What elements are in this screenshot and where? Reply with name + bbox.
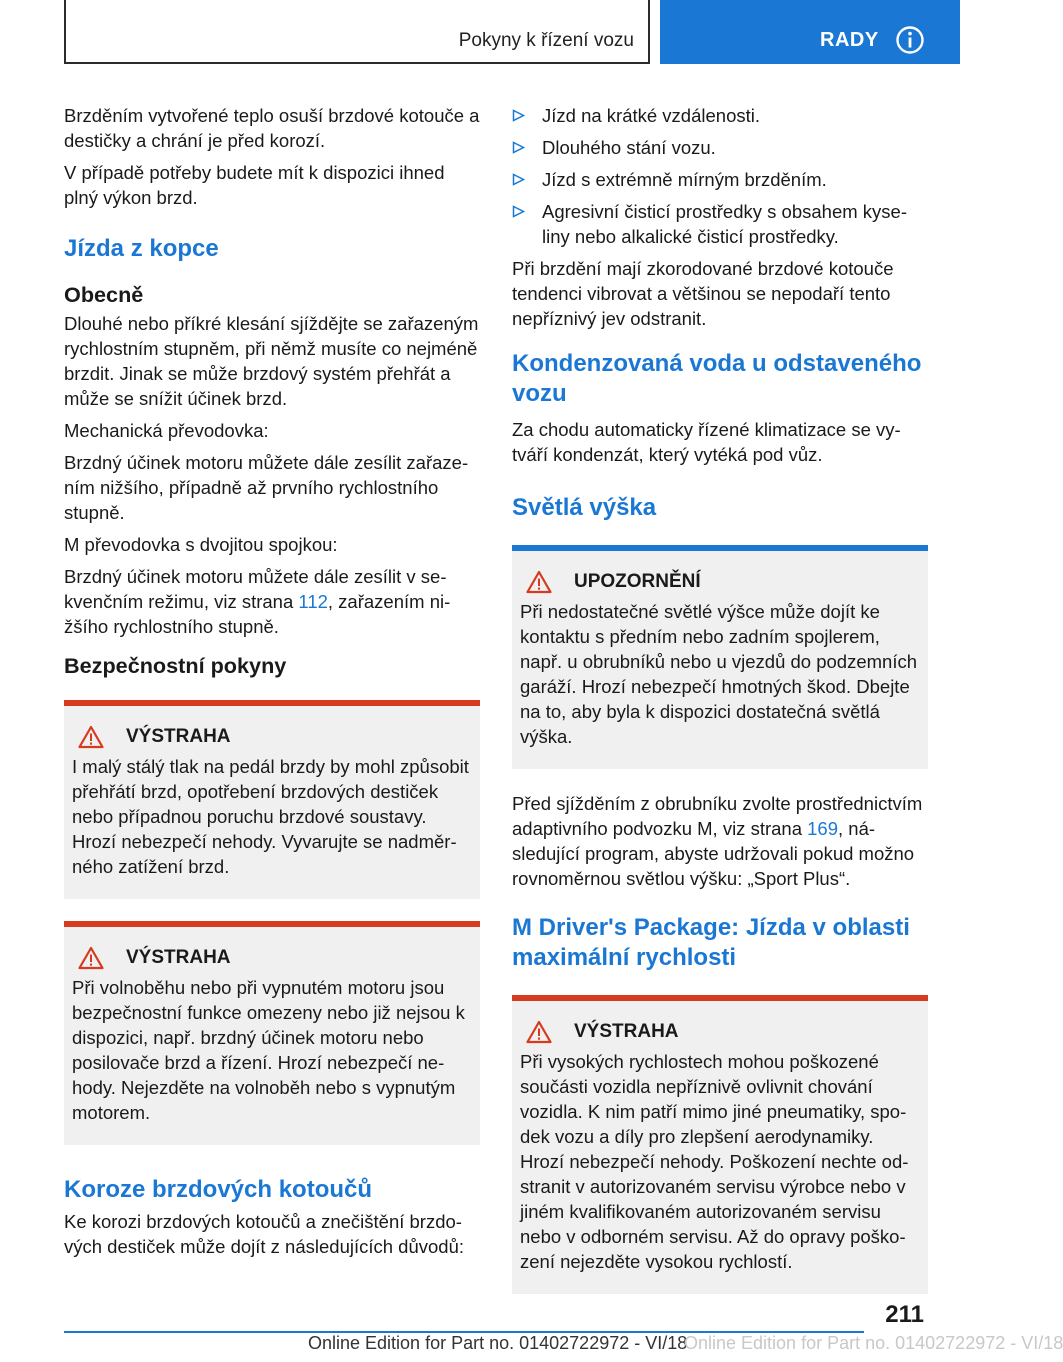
subheading-safety: Bezpečnostní pokyny [64,653,287,678]
warning-triangle-icon [78,725,104,749]
paragraph: Brzdný účinek motoru můžete dále zesílit zařazením nižšího, případně až prvního rychlostního stupně. [64,452,469,523]
paragraph: Při brzdění mají zkorodované brzdové kotouče tendenci vibrovat a většinou se nepodaří tento nepříznivý jev odstranit. [512,258,894,329]
text-run: Před sjížděním z obrubníku zvolte prostřednictvím adaptivního podvozku M, viz strana [512,793,923,839]
text-run: , následující program, abyste udržovali pokud možno rovnoměrnou světlou výšku: „Sport Plus“. [512,818,915,889]
warning-title: VÝSTRAHA [574,1021,679,1042]
list-item [512,103,928,128]
triangle-bullet-icon [512,205,525,218]
warning-header [72,945,472,970]
heading-downhill: Jízda z kopce [64,235,219,262]
warning-box [64,700,480,899]
list-item [512,199,928,249]
triangle-bullet-icon [512,141,525,154]
warning-box [512,995,928,1294]
list-item-text: Agresivní čisticí prostředky s obsahem kyseliny nebo alkalické čisticí prostředky. [542,201,907,247]
page-link-112[interactable]: 112 [298,591,328,612]
warning-header [520,1019,920,1044]
text-run: , zařazením nižšího rychlostního stupně. [64,591,451,637]
warning-text: Při volnoběhu nebo při vypnutém motoru jsou bezpečnostní funkce omezeny nebo již nejsou k dispozici, např. brzdný účinek motoru nebo posilovače brzd a řízení. Hrozí nebezpečí nehody. Nejezděte na volnoběh nebo s vypnutým motorem. [72,977,465,1123]
footer-watermark: Online Edition for Part no. 01402722972 - VI/18 [684,1333,1063,1353]
heading-m-drivers-package: M Driver's Package: Jízda v oblasti maximální rychlosti [512,914,910,971]
list-item-text: Dlouhého stání vozu. [542,137,716,158]
list-item-text: Jízd na krátké vzdálenosti. [542,105,760,126]
notice-box [512,545,928,769]
paragraph: Mechanická převodovka: [64,420,269,441]
left-column [64,103,480,1266]
page-number: 211 [885,1301,924,1328]
page-link-169[interactable]: 169 [807,818,839,839]
notice-header [520,569,920,594]
tab-rady[interactable] [660,0,960,64]
heading-condensed-water: Kondenzovaná voda u odstaveného vozu [512,350,922,407]
header-section-box [64,0,650,64]
warning-box [64,921,480,1145]
section-title: Pokyny k řízení vozu [458,30,634,51]
paragraph [512,791,928,891]
triangle-bullet-icon [512,173,525,186]
warning-text: I malý stálý tlak na pedál brzdy by mohl způsobit přehřátí brzd, opotřebení brzdových destiček nebo případnou poruchu brzdové soustavy. Hrozí nebezpečí nehody. Vyvarujte se nadměrného zatížení brzd. [72,756,469,877]
list-item-text: Jízd s extrémně mírným brzděním. [542,169,827,190]
warning-triangle-icon [78,946,104,970]
paragraph: Ke korozi brzdových kotoučů a znečištění brzdových destiček může dojít z následujících důvodů: [64,1211,465,1257]
paragraph: Za chodu automaticky řízené klimatizace se vytváří kondenzát, který vytéká pod vůz. [512,419,901,465]
warning-title: VÝSTRAHA [126,726,231,747]
text-run: Brzdný účinek motoru můžete dále zesílit v sekvenčním režimu, viz strana [64,566,447,612]
warning-triangle-icon [526,570,552,594]
list-item [512,135,928,160]
right-column [512,103,928,1316]
paragraph: M převodovka s dvojitou spojkou: [64,534,338,555]
bullet-list [512,103,928,249]
warning-text: Při vysokých rychlostech mohou poškozené součásti vozidla nepříznivě ovlivnit chování vozidla. K nim patří mimo jiné pneumatiky, spodek vozu a díly pro zlepšení aerodynamiky. Hrozí nebezpečí nehody. Poškození nechte odstranit v autorizovaném servisu výrobce nebo v jiném kvalifikovaném autorizovaném servisu nebo v odborném servisu. Až do opravy poškození nejezděte vysokou rychlostí. [520,1051,909,1272]
paragraph: Dlouhé nebo příkré klesání sjíždějte se zařazeným rychlostním stupněm, při němž musíte co nejméně brzdit. Jinak se může brzdový systém přehřát a může se snížit účinek brzd. [64,313,479,409]
paragraph: V případě potřeby budete mít k dispozici ihned plný výkon brzd. [64,162,445,208]
warning-header [72,724,472,749]
notice-title: UPOZORNĚNÍ [574,571,701,592]
triangle-bullet-icon [512,109,525,122]
heading-corrosion: Koroze brzdových kotoučů [64,1176,373,1203]
paragraph: Brzděním vytvořené teplo osuší brzdové kotouče a destičky a chrání je před korozí. [64,105,480,151]
paragraph [64,564,480,639]
notice-text: Při nedostatečné světlé výšce může dojít ke kontaktu s předním nebo zadním spojlerem, např. u obrubníků nebo u vjezdů do podzemních garáží. Hrozí nebezpečí hmotných škod. Dbejte na to, aby byla k dispozici dostatečná světlá výška. [520,601,918,747]
subheading-general: Obecně [64,282,144,307]
info-icon [895,25,925,55]
heading-ground-clearance: Světlá výška [512,494,657,521]
warning-title: VÝSTRAHA [126,947,231,968]
tab-label: RADY [820,29,879,51]
warning-triangle-icon [526,1020,552,1044]
list-item [512,167,928,192]
footer-edition: Online Edition for Part no. 01402722972 - VI/18 [308,1333,688,1353]
